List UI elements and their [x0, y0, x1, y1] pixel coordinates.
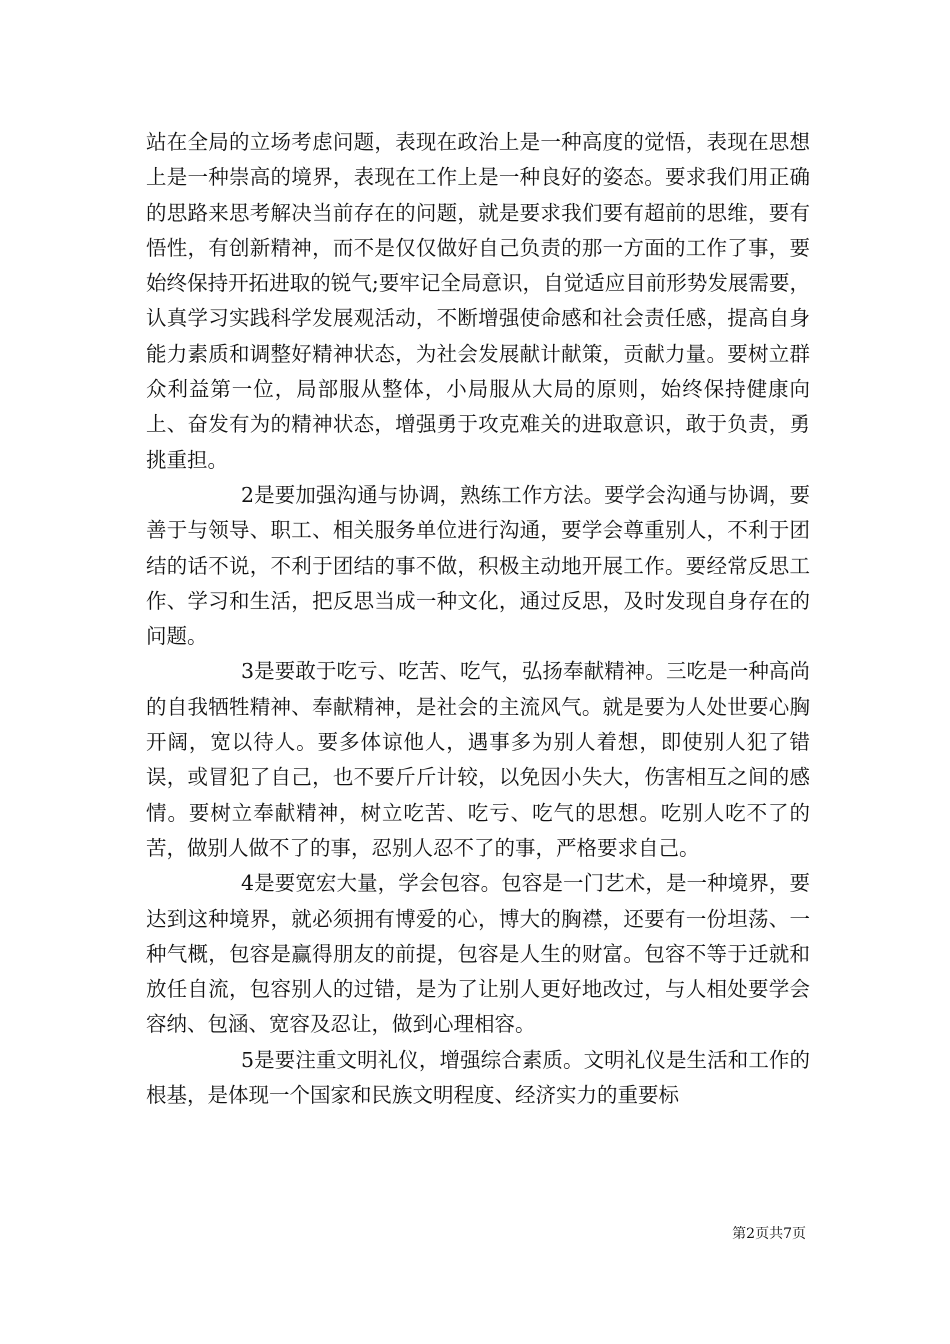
- paragraph-2: 2是要加强沟通与协调，熟练工作方法。要学会沟通与协调，要善于与领导、职工、相关服务单位进行沟通，要学会尊重别人，不利于团结的话不说，不利于团结的事不做，积极主动地开展工作。要经常反思工作、学习和生活，把反思当成一种文化，通过反思，及时发现自身存在的问题。: [146, 482, 810, 649]
- paragraph-1: 站在全局的立场考虑问题，表现在政治上是一种高度的觉悟，表现在思想上是一种崇高的境界，表现在工作上是一种良好的姿态。要求我们用正确的思路来思考解决当前存在的问题，就是要求我们要有超前的思维，要有悟性，有创新精神，而不是仅仅做好自己负责的那一方面的工作了事，要始终保持开拓进取的锐气;要牢记全局意识，自觉适应目前形势发展需要，认真学习实践科学发展观活动，不断增强使命感和社会责任感，提高自身能力素质和调整好精神状态，为社会发展献计献策，贡献力量。要树立群众利益第一位，局部服从整体，小局服从大局的原则，始终保持健康向上、奋发有为的精神状态，增强勇于攻克难关的进取意识，敢于负责，勇挑重担。: [146, 130, 810, 472]
- document-body: [146, 125, 810, 1113]
- paragraph-4: 4是要宽宏大量，学会包容。包容是一门艺术，是一种境界，要达到这种境界，就必须拥有博爱的心，博大的胸襟，还要有一份坦荡、一种气概，包容是赢得朋友的前提，包容是人生的财富。包容不等于迁就和放任自流，包容别人的过错，是为了让别人更好地改过，与人相处要学会容纳、包涵、宽容及忍让，做到心理相容。: [146, 871, 810, 1037]
- paragraph-3: 3是要敢于吃亏、吃苦、吃气，弘扬奉献精神。三吃是一种高尚的自我牺牲精神、奉献精神，是社会的主流风气。就是要为人处世要心胸开阔，宽以待人。要多体谅他人，遇事多为别人着想，即使别人犯了错误，或冒犯了自己，也不要斤斤计较，以免因小失大，伤害相互之间的感情。要树立奉献精神，树立吃苦、吃亏、吃气的思想。吃别人吃不了的苦，做别人做不了的事，忍别人忍不了的事，严格要求自己。: [146, 659, 810, 860]
- page-number-footer: 第2页共7页: [732, 1226, 806, 1242]
- paragraph-5: 5是要注重文明礼仪，增强综合素质。文明礼仪是生活和工作的根基，是体现一个国家和民族文明程度、经济实力的重要标: [146, 1047, 810, 1108]
